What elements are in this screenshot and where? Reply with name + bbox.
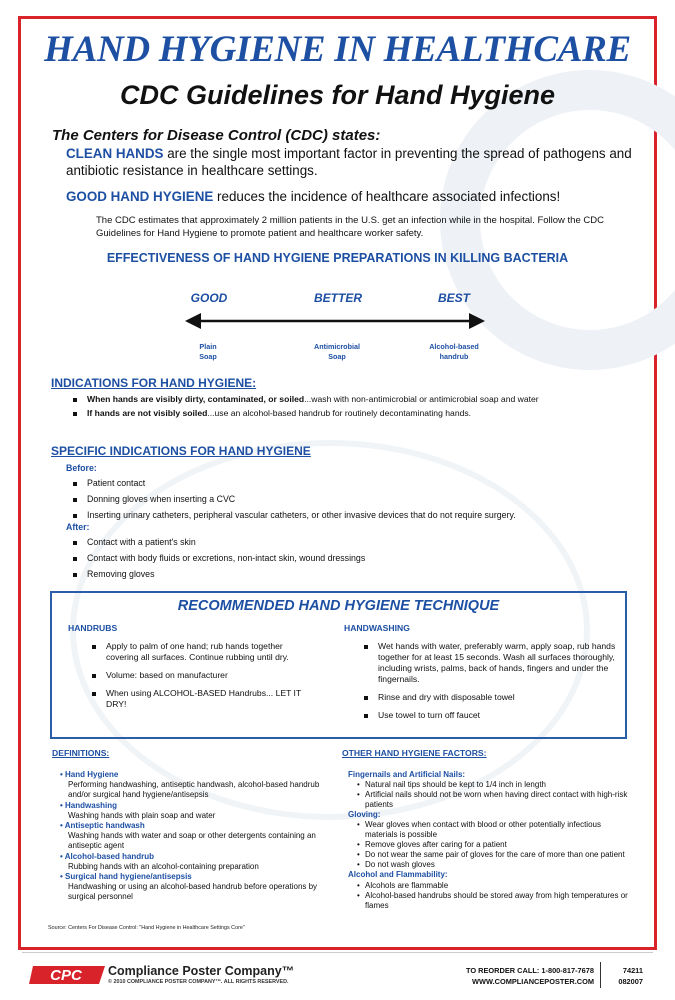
effectiveness-title: EFFECTIVENESS OF HAND HYGIENE PREPARATIONS IN KILLING BACTERIA — [106, 251, 569, 265]
list-item: Patient contact — [73, 478, 593, 489]
footer-divider — [22, 952, 653, 953]
poster-subtitle: CDC Guidelines for Hand Hygiene — [119, 80, 556, 110]
list-item: • Artificial nails should not be worn when having direct contact with high-risk patients — [348, 790, 630, 810]
prep-antimicrobial-soap — [287, 342, 387, 362]
source-citation: Source: Centers For Disease Control: "Hand Hygiene in Healthcare Settings Core" — [48, 925, 245, 931]
good-hygiene-paragraph — [66, 188, 636, 205]
before-list — [73, 478, 593, 526]
handwashing-list — [364, 641, 620, 728]
cdc-estimate-note: The CDC estimates that approximately 2 million patients in the U.S. get an infection while in the hospital. Follow the CDC Guidelines for Hand Hygiene to promote patient and healthcare worker safety. — [96, 215, 604, 239]
definitions-title: DEFINITIONS: — [52, 748, 110, 758]
after-label: After: — [66, 522, 90, 532]
list-item — [73, 408, 553, 420]
list-item: • Remove gloves after caring for a patient — [348, 840, 630, 850]
after-list — [73, 537, 593, 585]
prep-alcohol-handrub — [404, 342, 504, 362]
prep-label: handrub — [439, 352, 469, 361]
list-item: Apply to palm of one hand; rub hands together covering all surfaces. Continue rubbing until dry. — [92, 641, 310, 663]
definition-term: • Alcohol-based handrub — [60, 851, 155, 861]
poster-codes — [605, 965, 643, 987]
prep-label: Alcohol-based — [429, 342, 479, 351]
term-text: Surgical hand hygiene/antisepsis — [65, 872, 192, 882]
good-hygiene-text: reduces the incidence of healthcare associated infections! — [213, 189, 561, 204]
logo-text: CPC — [50, 967, 82, 984]
scale-good-label: GOOD — [190, 291, 228, 305]
fingernails-list — [348, 780, 630, 810]
prep-label: Soap — [328, 352, 346, 361]
indications-title: INDICATIONS FOR HAND HYGIENE: — [51, 376, 257, 390]
list-item: • Do not wash gloves — [348, 860, 630, 870]
list-item: Rinse and dry with disposable towel — [364, 692, 620, 703]
prep-plain-soap — [158, 342, 258, 362]
other-factors-list — [348, 770, 630, 911]
other-factors-title: OTHER HAND HYGIENE FACTORS: — [342, 748, 487, 758]
prep-label: Antimicrobial — [314, 342, 360, 351]
gloving-list — [348, 820, 630, 870]
indication-text: ...use an alcohol-based handrub for routinely decontaminating hands. — [207, 407, 472, 418]
definition-term: • Handwashing — [60, 800, 118, 810]
poster-title: HAND HYGIENE IN HEALTHCARE — [44, 29, 631, 70]
clean-hands-paragraph — [66, 145, 636, 179]
list-item: Wet hands with water, preferably warm, apply soap, rub hands together for at least 15 seconds. Wash all surfaces thoroughly, including wrists, palms, back of hands, fingers and under the fingernails. — [364, 641, 620, 685]
scale-better-label: BETTER — [314, 291, 362, 305]
list-item: • Alcohols are flammable — [348, 881, 630, 891]
reorder-info — [430, 965, 594, 987]
good-hygiene-lead: GOOD HAND HYGIENE — [66, 189, 214, 204]
term-text: Alcohol-based handrub — [64, 851, 155, 861]
prep-label: Plain — [199, 342, 217, 351]
handrubs-label: HANDRUBS — [68, 623, 118, 633]
reorder-phone: TO REORDER CALL: 1-800-817-7678 — [465, 966, 594, 975]
definition-text: Washing hands with plain soap and water — [68, 810, 216, 820]
indication-text: ...wash with non-antimicrobial or antimicrobial soap and water — [304, 394, 539, 404]
definitions-list — [60, 770, 320, 903]
website-link[interactable]: WWW.COMPLIANCEPOSTER.COM — [472, 977, 594, 986]
indication-lead: If hands are not visibly soiled — [87, 407, 208, 418]
alcohol-label: Alcohol and Flammability: — [348, 870, 448, 880]
list-item: • Do not wear the same pair of gloves for the care of more than one patient — [348, 850, 630, 860]
definition-term: • Antiseptic handwash — [60, 821, 145, 831]
list-item: Donning gloves when inserting a CVC — [73, 494, 593, 505]
term-text: Handwashing — [65, 800, 118, 810]
definition-term: • Hand Hygiene — [60, 770, 119, 779]
list-item: • Natural nail tips should be kept to 1/4 inch in length — [348, 780, 630, 790]
term-text: Hand Hygiene — [65, 770, 119, 779]
alcohol-list — [348, 881, 630, 911]
cpc-logo — [29, 964, 109, 986]
list-item: Removing gloves — [73, 569, 593, 580]
list-item — [73, 394, 553, 406]
copyright: © 2010 COMPLIANCE POSTER COMPANY™. ALL RIGHTS RESERVED. — [108, 979, 289, 985]
footer-separator — [600, 962, 601, 988]
scale-best-label: BEST — [437, 291, 470, 305]
poster-date-code: 082007 — [618, 977, 643, 986]
list-item: • Alcohol-based handrubs should be stored away from high temperatures or flames — [348, 891, 630, 911]
fingernails-label: Fingernails and Artificial Nails: — [348, 770, 466, 779]
list-item: • Wear gloves when contact with blood or other potentially infectious materials is possible — [348, 820, 630, 840]
list-item: Contact with a patient's skin — [73, 537, 593, 548]
gloving-label: Gloving: — [348, 810, 381, 820]
list-item: When using ALCOHOL-BASED Handrubs... LET IT DRY! — [92, 688, 310, 710]
definition-text: Performing handwashing, antiseptic handwash, alcohol-based handrub and/or surgical hand hygiene/antisepsis — [68, 780, 320, 800]
effectiveness-arrow — [185, 312, 485, 330]
prep-label: Soap — [199, 352, 217, 361]
clean-hands-lead: CLEAN HANDS — [66, 146, 164, 161]
definition-term: • Surgical hand hygiene/antisepsis — [60, 872, 192, 882]
list-item: Inserting urinary catheters, peripheral vascular catheters, or other invasive devices that do not require surgery. — [73, 510, 593, 521]
list-item: Use towel to turn off faucet — [364, 710, 620, 721]
clean-hands-text: are the single most important factor in preventing the spread of pathogens and antibiotic resistance in healthcare settings. — [66, 146, 632, 178]
before-label: Before: — [66, 463, 97, 473]
specific-indications-title: SPECIFIC INDICATIONS FOR HAND HYGIENE — [51, 444, 311, 458]
list-item: Volume: based on manufacturer — [92, 670, 310, 681]
poster-code: 74211 — [622, 966, 643, 975]
handrubs-list — [92, 641, 310, 717]
company-name: Compliance Poster Company™ — [108, 964, 295, 978]
cdc-states-heading: The Centers for Disease Control (CDC) states: — [52, 127, 381, 144]
indication-lead: When hands are visibly dirty, contaminated, or soiled — [87, 394, 305, 404]
definition-text: Washing hands with water and soap or other detergents containing an antiseptic agent — [68, 831, 316, 851]
handwashing-label: HANDWASHING — [344, 623, 410, 633]
definition-text: Handwashing or using an alcohol-based handrub before operations by surgical personnel — [68, 882, 318, 902]
list-item: Contact with body fluids or excretions, non-intact skin, wound dressings — [73, 553, 593, 564]
indications-list — [73, 394, 553, 421]
term-text: Antiseptic handwash — [64, 821, 145, 831]
technique-title: RECOMMENDED HAND HYGIENE TECHNIQUE — [177, 598, 500, 614]
definition-text: Rubbing hands with an alcohol-containing preparation — [68, 861, 259, 871]
